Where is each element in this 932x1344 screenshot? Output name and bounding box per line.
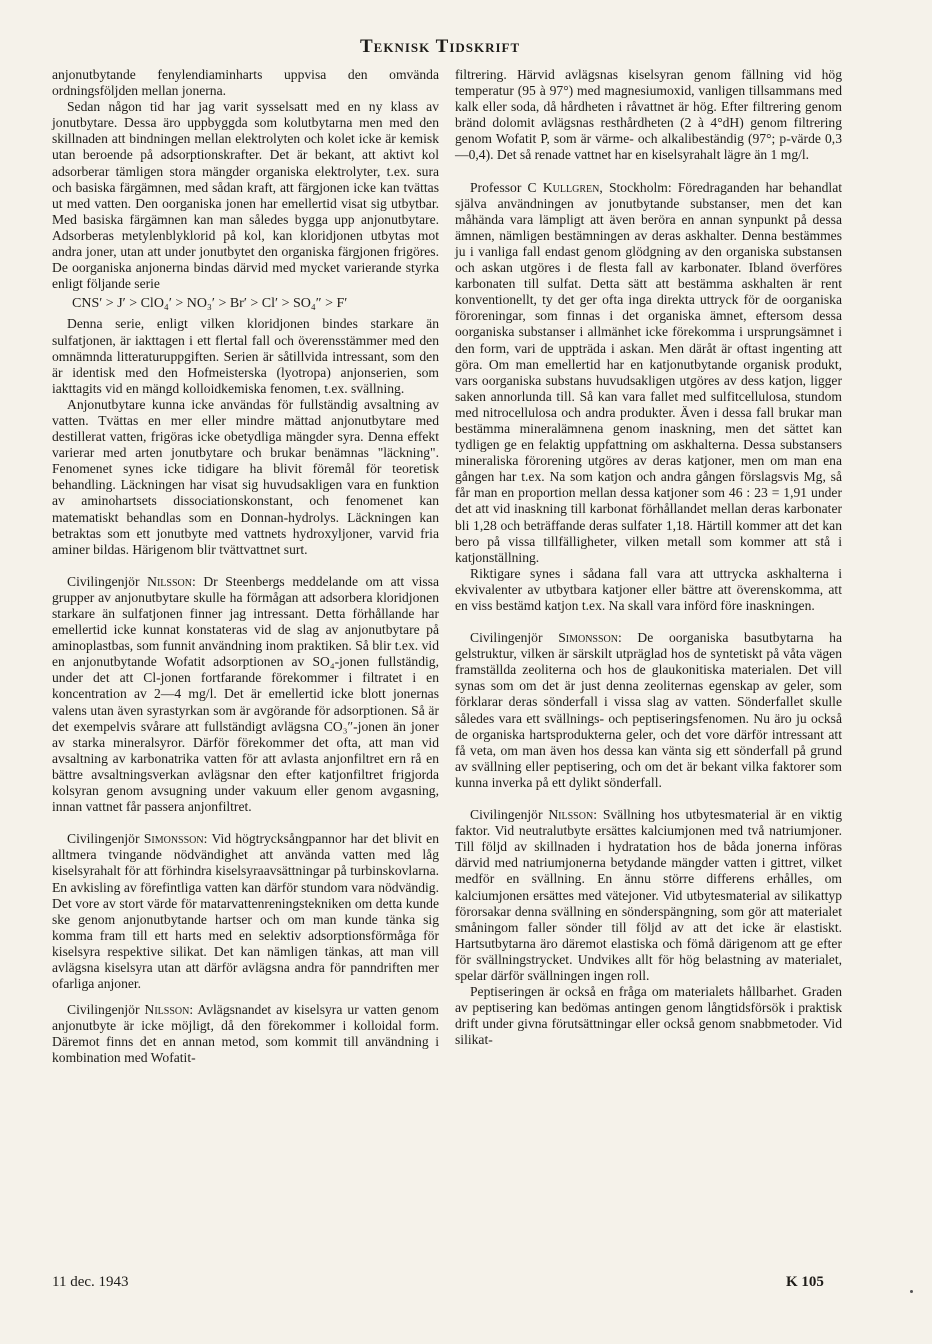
right-column	[455, 67, 842, 1048]
paragraph: filtrering. Härvid avlägsnas kiselsyran genom fällning vid hög temperatur (95 à 97°) med magnesiumoxid, vanligen tillsammans med kalk eller soda, då hårdheten i råvattnet är hög. Efter filtrering genom bränd dolomit avlägsnas resthårdheten (2 à 4°dH) genom filtrering genom Wofatit P, som är värme- och alkalibeständig (97°; p-värde 0,3—0,4). Det så renade vattnet har en kiselsyrahalt lägre än 1 mg/l.	[455, 67, 842, 163]
entry-body: : Vid högtrycksångpannor har det blivit en alltmera tvingande nödvändighet att använda vatten med låg kiselsyrahalt för att förhindra kiselsyraavsättningar på turbinskovlarna. En avkisling av förefintliga vatten kan därför stundom vara nödvändig. Det vore av stort värde för matarvattenreningstekniken om detta kunde ske genom anjonutbytande hartser och om man kunde tänka sig komma fram till ett harts med en selektiv adsorptionsförmåga för kiselsyra respektive silikat. Det kan nämligen tänkas, att man vill avlägsna kiselsyra utan att därför avlägsna andra för panndriften mer ofarliga anjoner.	[52, 831, 439, 992]
speaker-name: Simonsson	[558, 630, 618, 646]
paragraph: Riktigare synes i sådana fall vara att uttrycka askhalterna i ekvivalenter av utbytbara katjoner eller bättre att överenskomma, att en viss bestämd katjon t.ex. Na skall vara införd före inaskningen.	[455, 565, 842, 613]
print-mark	[910, 1290, 913, 1293]
discussion-entry	[455, 807, 842, 984]
speaker-title: Civilingenjör	[67, 1002, 140, 1018]
speaker-title: Civilingenjör	[67, 573, 140, 589]
entry-body: : Avlägsnandet av kiselsyra ur vatten genom anjonutbyte är icke möjligt, då den förekommer i kolloidal form. Däremot finns det en annan metod, som kommit till användning i kombination med Wofatit-	[52, 1002, 439, 1066]
discussion-entry	[52, 1002, 439, 1066]
discussion-entry	[52, 831, 439, 992]
anion-series-formula: CNS′ > J′ > ClO₄′ > NO₃′ > Br′ > Cl′ > SO₄″ > F′	[72, 296, 348, 312]
speaker-title: Civilingenjör	[67, 831, 140, 847]
paragraph: Sedan någon tid har jag varit sysselsatt med en ny klass av jonutbytare. Dessa äro uppbyggda som kolutbytarna men med den skillnaden att bindningen mellan elektrolyten och kolet icke är kemisk utan beroende på adsorptionskrafter. Det är bekant, att aktivt kol adsorberar tämligen stora mängder organiska elektrolyter, t.ex. sura och basiska färgämnen, med sådan kraft, att färgjonen icke kan tvättas ut med vatten. Den oorganiska jonen har emellertid visat sig utbytbar. Med basiska färgämnen kan man således bygga upp anjonutbytare. Adsorberas metylenblyklorid på kol, kan kloridjonen utbytas mot andra joner, utan att under jonutbytet den organiska färgjonen frigöres. De oorganiska anjonerna bindas därvid med mycket varierande styrka enligt följande serie	[52, 99, 439, 292]
entry-body: , Stockholm: Föredraganden har behandlat själva användningen av jonutbytande substanser, men det kan måhända vara lämpligt att även beröra en annan synpunkt på dessa ämnen, nämligen bestämningen av deras askhalter. Denna bestämmes ju i vanliga fall endast genom glödgning av den organiska substansen och askan utgöres i de flesta fall av karbonater. Ibland överföres karbonaten till sulfat. Detta sätt att bestämma askhalten är rent konventionellt, ty det ger ofta inga direkta uttryck för de oorganiska föroreningar, som finnas i det organiska ämnet, eftersom dessa oorganiska substanser i allmänhet icke förekomma i ursprungsämnet i den form, vari de uppträda i askan. Men däråt är oftast ingenting att göra. Om man emellertid har en katjonutbytande organisk produkt, vars oorganiska substans huvudsakligen utgöres av dess katjon, ligger saken annorlunda till. Så kan vara fallet med sulfitcellulosa, stundom med nitrocellulosa och andra produkter. Även i dessa fall brukar man bestämma mineralämnena genom inaskning, men det sättet kan tydligen ge en felaktig uppfattning om askhalterna. Dessa substansers mineraliska förorening utgöres av deras katjoner, men om man ena gången har t.ex. Na som katjon och andra gången förslagsvis Mg, så får man en proportion mellan dessa katjoner som 46 : 23 = 1,91 under det att vid inaskning till karbonat förhållandet mellan deras karbonater bli 1,28 och beträffande deras sulfater 1,18. Härtill kommer att det kan bero på vissa tillfälligheter, vilken metall som kommer att stå i katjonställning.	[455, 179, 842, 565]
speaker-name: Nilsson	[548, 807, 594, 823]
speaker-title: Professor C	[470, 179, 537, 195]
entry-body: : De oorganiska basutbytarna ha gelstruktur, vilken är särskilt utpräglad hos de syntetiskt på våta vägen framställda zeoliterna och hos de glaukonitiska materialen. Det vill synas som om det är just denna zeoliternas egenskap av geler, som förklarar deras sönderfall i vissa slag av vatten. Sönderfallet skulle således vara ett svällnings- och peptiseringsfenomen. Nu äro ju också de organiska hartsprodukterna geler, och det vore därför intressant att få veta, om man även hos dessa kan vänta sig ett sönderfall på grund av svällning eller peptisering, och om det är bekant vilka faktorer som kunna inverka på ett dylikt sönderfall.	[455, 630, 842, 790]
speaker-name: Nilsson	[144, 1002, 190, 1018]
page-number: K 105	[786, 1274, 824, 1290]
speaker-title: Civilingenjör	[470, 630, 543, 646]
paragraph: Peptiseringen är också en fråga om materialets hållbarhet. Graden av peptisering kan bedömas antingen genom långtidsförsök i praktisk drift under givna förutsättningar eller också genom snabbmetoder. Vid silikat-	[455, 984, 842, 1048]
speaker-name: Kullgren	[542, 179, 600, 195]
discussion-entry	[455, 630, 842, 791]
discussion-entry	[455, 180, 842, 566]
speaker-name: Nilsson	[147, 573, 192, 589]
paragraph: Denna serie, enligt vilken kloridjonen bindes starkare än sulfatjonen, är iakttagen i ett flertal fall och överensstämmer med den omnämnda litteraturuppgiften. Serien är såtillvida intressant, som den är identisk med den Hofmeisterska (lyotropa) anjonserien, som iakttagits vid en mängd kolloidkemiska fenomen, t.ex. svällning.	[52, 316, 439, 396]
issue-date: 11 dec. 1943	[52, 1274, 129, 1290]
discussion-entry	[52, 574, 439, 815]
left-column	[52, 67, 439, 1067]
paragraph: Anjonutbytare kunna icke användas för fullständig avsaltning av vatten. Tvättas en mer eller mindre mättad anjonutbytare med destillerat vatten, frigöras icke obetydliga mängder syra. Denna effekt varierar med arten jonutbytare och brukar benämnas "läckning". Fenomenet synes icke tidigare ha blivit föremål för teoretisk behandling. Läckningen har visat sig huvudsakligen vara en funktion av aminohartsets dissociationskonstant, och fenomenet kan matematiskt behandlas som en Donnan-hydrolys. Läckningen kan betraktas som ett jonutbyte med vattnets hydroxyljoner, varvid fria aminer bildas. Härigenom blir tvättvattnet surt.	[52, 396, 439, 557]
entry-body: : Svällning hos utbytesmaterial är en viktig faktor. Vid neutralutbyte ersättes kalciumjonen med två natriumjoner. Till följd av skillnaden i hydratation hos de båda jonerna införas därvid med natriumjonerna betydande mängder vatten i gittret, vilket medför en svällning. En ännu större differens erhålles, om kalciumjonen ersättes med vätejoner. Vid utbytesmaterial av silikattyp förorsakar denna svällning en sönderspängning, som gör att materialet småningom faller sönder till följd av att det icke är elastiskt. Hartsutbytarna äro däremot elastiska och fömå därigenom att ge efter för svällningstrycket. Undvikes allt för hög belastning av materialet, spelar därför svällningen ingen roll.	[455, 807, 842, 983]
entry-body: : Dr Steenbergs meddelande om att vissa grupper av anjonutbytare skulle ha förmågan att adsorbera kloridjonen starkare än sulfatjonen finner jag intressant. Detta förhållande har emellertid icke kunnat konstateras vid de slag av anjonutbytare på aminoplastbas, som funnit användning inom praktiken. Så blir t.ex. vid en anjonutbytande Wofatit adsorptionen av SO₄-jonen fullständig, under det att Cl-jonen fortfarande förekommer i filtratet i en koncentration av 2—4 mg/l. Det är emellertid icke blott jonernas valens utan även syrastyrkan som är avgörande för adsorptionen. Så är det exempelvis svårare att fullständigt avlägsna CO₃″-jonen än joner av starka mineralsyror. Därför förekommer det ofta, att man vid avsaltning av karbonatrika vatten för att avlasta anjonfiltret ern rå en bättre avsaltningsverkan avlägsnar den efter katjonfiltret frigjorda kolsyran genom avsugning under vakuum eller genom avgasning, innan vattnet får passera anjonfiltret.	[52, 573, 439, 815]
paragraph: anjonutbytande fenylendiaminharts uppvisa den omvända ordningsföljden mellan jonerna.	[52, 67, 439, 99]
speaker-title: Civilingenjör	[470, 807, 543, 823]
speaker-name: Simonsson	[143, 831, 204, 847]
journal-header: Teknisk Tidskrift	[360, 36, 521, 57]
